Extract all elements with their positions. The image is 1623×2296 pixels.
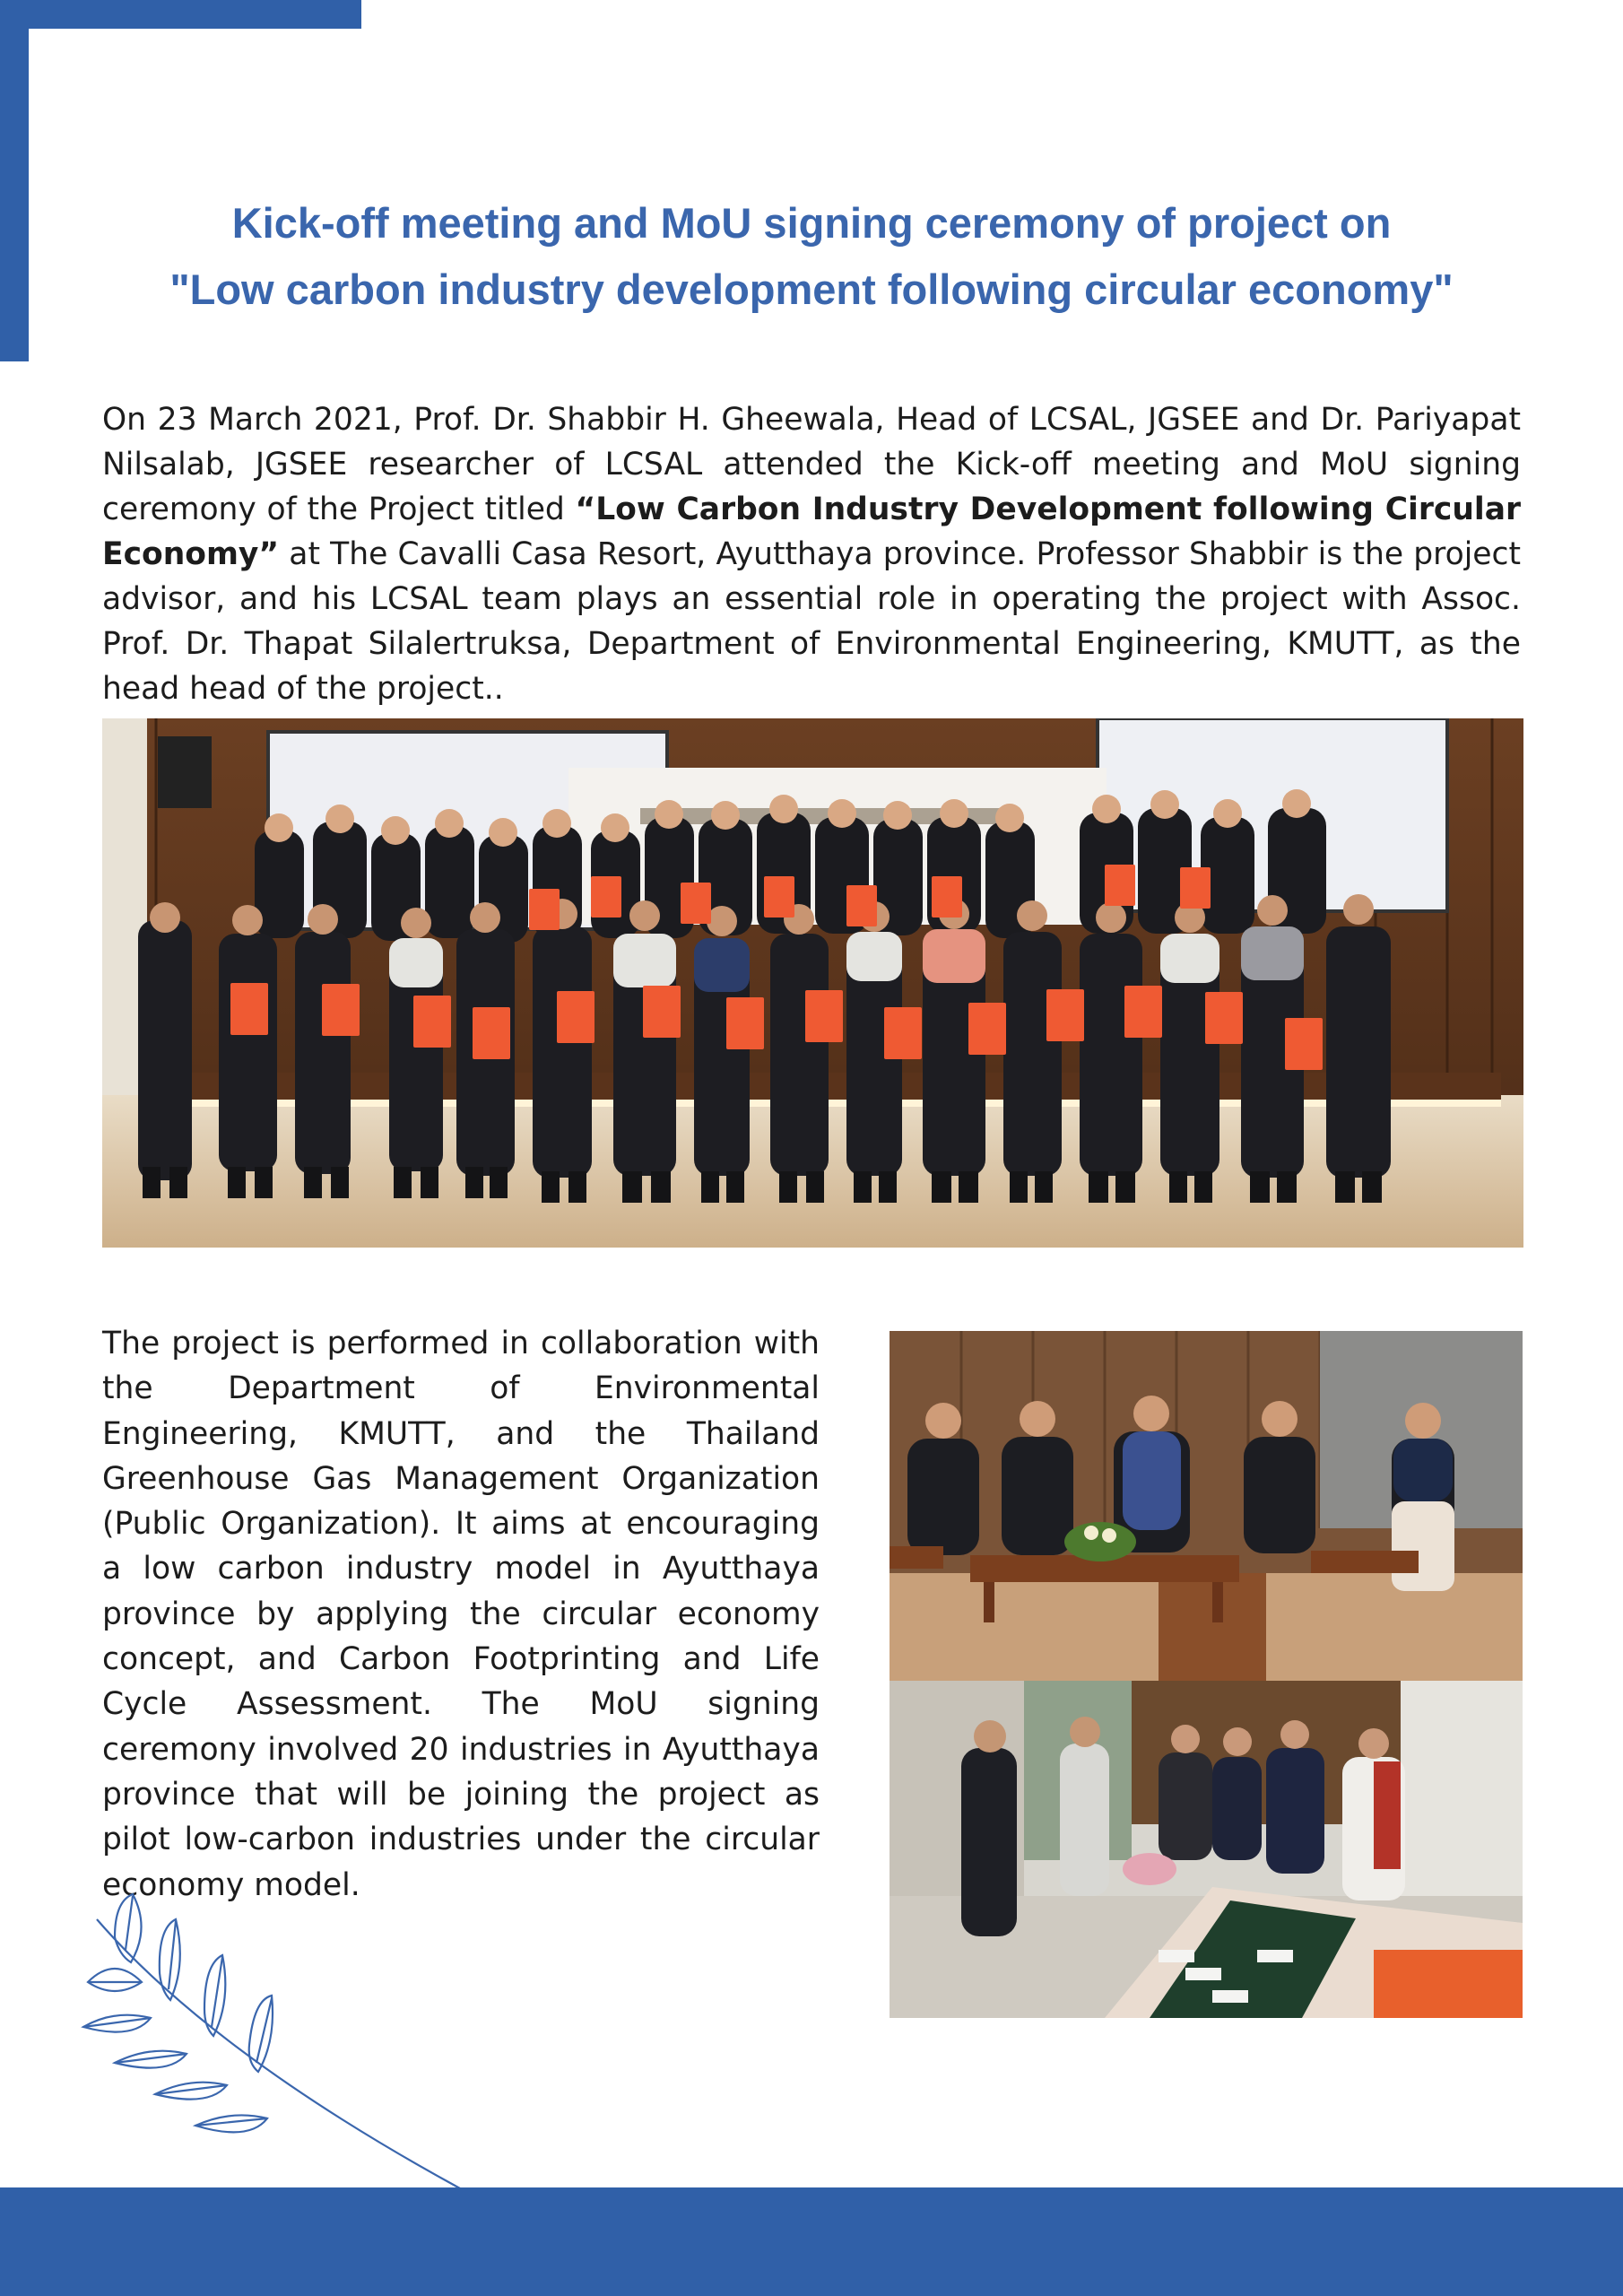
collaboration-paragraph: The project is performed in collaboration with the Department of Environmental Engineering, KMUTT, and the Thailand Greenhouse Gas Management Organization (Public Organization). It aims at encouraging a low carbon industry model in Ayutthaya province by applying the circular economy concept, and Carbon Footprinting and Life Cycle Assessment. The MoU signing ceremony involved 20 industries in Ayutthaya province that will be joining the project as pilot low-carbon industries under the circular economy model.	[102, 1326, 820, 1903]
leaf-branch-icon	[79, 1892, 464, 2197]
title-line-2: "Low carbon industry development following circular economy"	[169, 265, 1454, 313]
corner-accent-left	[0, 0, 29, 361]
page-title	[54, 190, 1569, 323]
intro-paragraph	[102, 397, 1521, 711]
seated-guests-photo	[890, 1331, 1523, 1681]
intro-text-end: at The Cavalli Casa Resort, Ayutthaya province. Professor Shabbir is the project advisor, and his LCSAL team plays an essential role in operating the project with Assoc. Prof. Dr. Thapat Silalertruksa, Department of Environmental Engineering, KMUTT, as the head head of the project..	[102, 536, 1521, 707]
intro-text-start: On 23 March 2021, Prof. Dr. Shabbir H. Gheewala, Head of LCSAL, JGSEE and Dr. Pariyapat Nilsalab, JGSEE researcher of LCSAL attended the Kick-off meeting and MoU signing ceremony of the Project titled	[102, 402, 1521, 527]
title-line-1: Kick-off meeting and MoU signing ceremony of project on	[231, 199, 1392, 247]
corner-accent-top	[0, 0, 361, 29]
footer-band	[0, 2187, 1623, 2296]
group-photo	[102, 718, 1523, 1248]
project-title-bold: “Low Carbon Industry Development following Circular Economy”	[102, 491, 1521, 572]
registration-desk-photo	[890, 1681, 1523, 2018]
